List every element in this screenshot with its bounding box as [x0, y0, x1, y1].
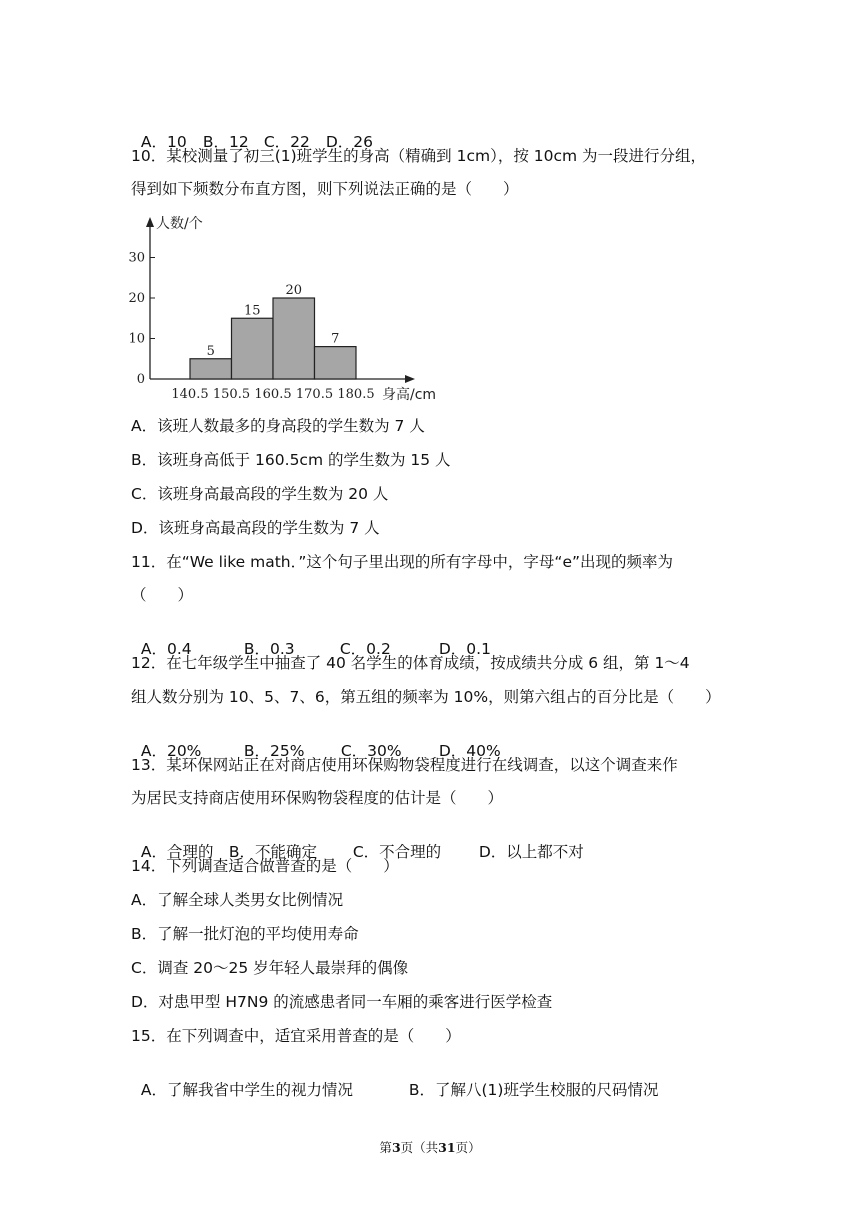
x-axis-label: 身高/cm — [382, 387, 437, 403]
q9-option-a: A．10 — [140, 133, 187, 151]
q11-option-d: D．0.1 — [438, 640, 491, 658]
q14-option-c: C．调查 20～25 岁年轻人最崇拜的偶像 — [131, 959, 409, 977]
q13-option-d: D．以上都不对 — [478, 843, 584, 861]
q10-stem-line2: 得到如下频数分布直方图，则下列说法正确的是（ ） — [131, 180, 519, 198]
q14-stem: 14．下列调查适合做普查的是（ ） — [131, 857, 399, 875]
q13-stem-line2: 为居民支持商店使用环保购物袋程度的估计是（ ） — [131, 789, 504, 807]
q12-option-b: B．25% — [243, 742, 305, 760]
q12-stem-line1: 12．在七年级学生中抽查了 40 名学生的体育成绩，按成绩共分成 6 组，第 1～4 — [131, 654, 690, 672]
q12-option-d: D．40% — [438, 742, 501, 760]
q10-option-c: C．该班身高最高段的学生数为 20 人 — [131, 485, 389, 503]
histogram-bar — [190, 359, 232, 379]
q14-option-a: A．了解全球人类男女比例情况 — [131, 891, 344, 909]
histogram-chart — [125, 205, 455, 405]
footer-mid: 页（共 — [400, 1140, 439, 1155]
q15-stem: 15．在下列调查中，适宜采用普查的是（ ） — [131, 1027, 461, 1045]
q15-options — [131, 1060, 658, 1100]
q14-option-d: D．对患甲型 H7N9 的流感患者同一车厢的乘客进行医学检查 — [131, 993, 553, 1011]
footer-total-pages: 31 — [438, 1140, 456, 1155]
footer-suffix: 页） — [455, 1140, 481, 1155]
page-footer — [0, 1138, 860, 1156]
q9-option-c: C．22 — [263, 133, 310, 151]
q9-option-b: B．12 — [202, 133, 249, 151]
q15-option-a: A．了解我省中学生的视力情况 — [140, 1081, 353, 1099]
chart-bars — [190, 283, 356, 379]
y-axis-arrow — [146, 217, 154, 227]
histogram-bar — [315, 347, 357, 379]
x-tick-label: 150.5 — [212, 387, 251, 402]
bar-value-label: 5 — [206, 343, 215, 359]
x-tick-label: 180.5 — [337, 387, 375, 402]
footer-page-number: 3 — [391, 1140, 401, 1155]
q13-option-c: C．不合理的 — [352, 843, 442, 861]
q13-option-a: A．合理的 — [140, 843, 214, 861]
q14-option-b: B．了解一批灯泡的平均使用寿命 — [131, 925, 359, 943]
histogram-bar — [273, 298, 315, 379]
y-axis-label: 人数/个 — [156, 216, 203, 232]
q10-option-b: B．该班身高低于 160.5cm 的学生数为 15 人 — [131, 451, 451, 469]
bar-value-label: 7 — [331, 331, 340, 347]
histogram-bar — [232, 318, 274, 379]
bar-value-label: 15 — [243, 303, 261, 319]
y-tick-label: 0 — [136, 372, 145, 387]
x-tick-label: 140.5 — [171, 387, 209, 402]
q11-option-c: C．0.2 — [339, 640, 391, 658]
x-axis-arrow — [405, 375, 415, 383]
q11-option-a: A．0.4 — [140, 640, 192, 658]
x-tick-label: 170.5 — [295, 387, 334, 402]
q12-stem-line2: 组人数分别为 10、5、7、6，第五组的频率为 10%，则第六组占的百分比是（ ） — [131, 688, 721, 706]
q10-option-a: A．该班人数最多的身高段的学生数为 7 人 — [131, 417, 425, 435]
q10-stem-line1: 10．某校测量了初三(1)班学生的身高（精确到 1cm），按 10cm 为一段进行分组， — [131, 147, 707, 165]
y-tick-label: 30 — [128, 250, 145, 266]
footer-prefix: 第 — [379, 1140, 392, 1155]
q9-option-d: D．26 — [325, 133, 374, 151]
q12-option-a: A．20% — [140, 742, 202, 760]
q12-option-c: C．30% — [340, 742, 402, 760]
q15-option-b: B．了解八(1)班学生校服的尺码情况 — [408, 1081, 659, 1099]
q11-stem-line1: 11．在“We like math．”这个句子里出现的所有字母中，字母“e”出现的频率为 — [131, 553, 674, 571]
q11-stem-line2: （ ） — [131, 586, 194, 604]
bar-value-label: 20 — [285, 283, 303, 298]
y-tick-label: 10 — [128, 331, 145, 347]
q11-option-b: B．0.3 — [243, 640, 295, 658]
q13-stem-line1: 13．某环保网站正在对商店使用环保购物袋程度进行在线调查，以这个调查来作 — [131, 756, 678, 774]
q13-option-b: B．不能确定 — [228, 843, 317, 861]
x-tick-label: 160.5 — [254, 387, 292, 402]
q10-option-d: D．该班身高最高段的学生数为 7 人 — [131, 519, 380, 537]
y-tick-label: 20 — [128, 291, 145, 306]
